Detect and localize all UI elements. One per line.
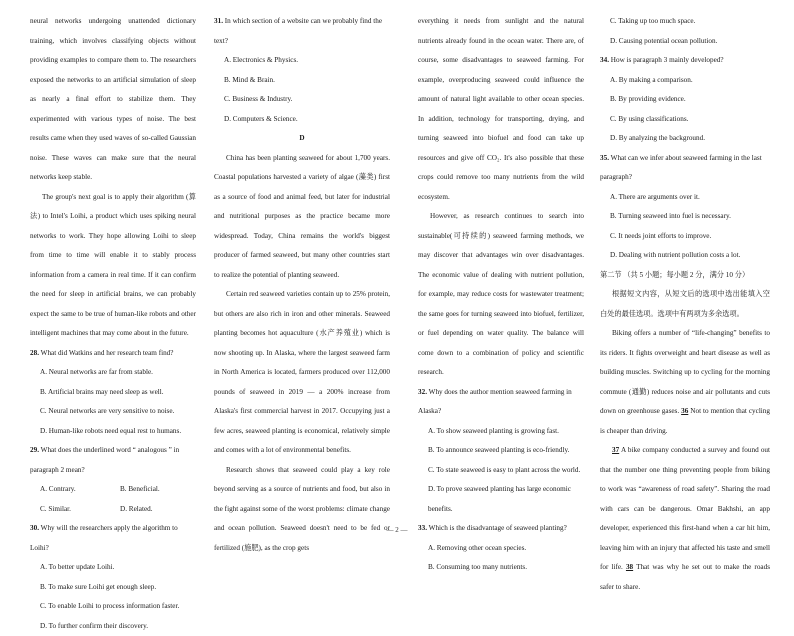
question-33-text: Which is the disadvantage of seaweed planting? — [429, 524, 567, 532]
question-31-text: In which section of a website can we probably find the text? — [214, 17, 382, 45]
q35-option-a: A. There are arguments over it. — [610, 188, 770, 208]
q33-option-a: A. Removing other ocean species. — [428, 539, 584, 559]
q33-option-c: C. Taking up too much space. — [610, 12, 770, 32]
q29-options-row-2 — [40, 500, 196, 520]
q34-option-d: D. By analyzing the background. — [610, 129, 770, 149]
question-31-number: 31. — [214, 17, 223, 25]
cloze-paragraph-1-text: Biking offers a number of “life-changing” benefits to its riders. It fights overweight and heart disease as well as building muscles. Switching up to cycling for the morning commute (通勤) reduces noise and air pollutants and cuts down on greenhouse gases. — [600, 329, 770, 415]
q34-option-b: B. By providing evidence. — [610, 90, 770, 110]
q29-option-b: B. Beneficial. — [120, 485, 160, 493]
q28-option-a: A. Neural networks are far from stable. — [40, 363, 196, 383]
question-29-text: What does the underlined word “ analogous ” in paragraph 2 mean? — [30, 446, 179, 474]
q32-option-d: D. To prove seaweed planting has large economic benefits. — [428, 480, 584, 519]
question-32-text: Why does the author mention seaweed farming in Alaska? — [418, 388, 572, 416]
blank-38[interactable]: 38 — [626, 563, 633, 571]
q35-option-c: C. It needs joint efforts to improve. — [610, 227, 770, 247]
cloze-paragraph-2 — [600, 441, 770, 597]
q31-option-c: C. Business & Industry. — [224, 90, 390, 110]
question-35-number: 35. — [600, 154, 609, 162]
q29-option-c: C. Similar. — [40, 500, 120, 520]
q30-option-c: C. To enable Loihi to process information faster. — [40, 597, 196, 617]
passage-d-paragraph-1: China has been planting seaweed for about 1,700 years. Coastal populations harvested a variety of algae (藻类) first as a source of food and animal feed, but later for industrial and nutritional purposes as the practice became more widespread. Today, China remains the world's biggest producer of farmed seaweed, but many other countries start to realize the potential of planting seaweed. — [214, 149, 390, 286]
question-30-number: 30. — [30, 524, 39, 532]
passage-d-paragraph-2: Certain red seaweed varieties contain up to 25% protein, but others are also rich in iron and other minerals. Seaweed planting becomes hot aquaculture (水产养殖业) which is now shooting up. In Alaska, where the largest seaweed farm in North America is located, farmers produced over 112,000 pounds of seaweed in 2019 — a 200% increase from Alaska's first commercial harvest in 2017. Occupying just a few acres, seaweed planting is economical, relatively simple and comes with a lot of environmental benefits. — [214, 285, 390, 461]
question-31 — [214, 12, 390, 51]
q30-option-d: D. To further confirm their discovery. — [40, 617, 196, 636]
section-d-heading: D — [214, 129, 390, 149]
q33-option-b: B. Consuming too many nutrients. — [428, 558, 584, 578]
section-2-instructions: 根据短文内容，从短文后的选项中选出能填入空白处的最佳选项。选项中有两项为多余选项。 — [600, 285, 770, 324]
section-2-title: 第二节 （共 5 小题；每小题 2 分，满分 10 分） — [600, 266, 770, 286]
blank-36[interactable]: 36 — [681, 407, 688, 415]
question-34 — [600, 51, 770, 71]
q28-option-d: D. Human-like robots need equal rest to humans. — [40, 422, 196, 442]
question-34-text: How is paragraph 3 mainly developed? — [611, 56, 724, 64]
q34-option-a: A. By making a comparison. — [610, 71, 770, 91]
blank-37[interactable]: 37 — [612, 446, 619, 454]
passage-d-paragraph-4: However, as research continues to search into sustainable(可持续的) seaweed farming methods, we may discover that advantages win over disadvantages. The economic value of dealing with nutrient pollution, for example, may reduce costs for wastewater treatment; the same goes for turning seaweed into biofuel, fertilizer, or fuel depending on water quality. The balance will come down to a combination of policy and scientific research. — [418, 207, 584, 383]
passage-d-paragraph-3: Research shows that seaweed could play a key role beyond serving as a source of nutrients and food, but also in the fight against some of the worst problems: climate change and ocean pollution. Seaweed doesn't need to be fed or fertilized (施肥), as the crop gets — [214, 461, 390, 559]
cloze-paragraph-1 — [600, 324, 770, 441]
question-30 — [30, 519, 196, 558]
page-number: — 2 — — [0, 526, 794, 534]
q28-option-b: B. Artificial brains may need sleep as well. — [40, 383, 196, 403]
column-3 — [418, 12, 584, 578]
passage-c-paragraph-1: neural networks undergoing unattended dictionary training, which involves classifying objects without providing examples to compare them to. The researchers exposed the networks to an artificial simulation of sleep as nearly a final effort to stabilize them. They experimented with various types of noise. The best results came when they used waves of so-called Gaussian noise. These waves can make sure that the neural networks keep stable. — [30, 12, 196, 188]
question-28-text: What did Watkins and her research team find? — [41, 349, 174, 357]
column-2 — [214, 12, 390, 558]
passage-c-paragraph-2: The group's next goal is to apply their algorithm (算法) to Intel's Loihi, a product which uses spiking neural networks to work. They hope allowing Loihi to sleep from time to time will enable it to stably process information from a camera in real time. If it can confirm the need for sleep in artificial brains, we can probably expect the same to be true of human-like robots and other intelligent machines that may come about in the future. — [30, 188, 196, 344]
q29-options-row-1 — [40, 480, 196, 500]
question-34-number: 34. — [600, 56, 609, 64]
q29-option-a: A. Contrary. — [40, 480, 120, 500]
question-35-text: What can we infer about seaweed farming in the last paragraph? — [600, 154, 762, 182]
q31-option-d: D. Computers & Science. — [224, 110, 390, 130]
column-4 — [600, 12, 770, 597]
q35-option-b: B. Turning seaweed into fuel is necessary. — [610, 207, 770, 227]
question-32 — [418, 383, 584, 422]
q29-option-d: D. Related. — [120, 505, 153, 513]
q33-option-d: D. Causing potential ocean pollution. — [610, 32, 770, 52]
passage-d-paragraph-3-continued: everything it needs from sunlight and the natural nutrients already found in the ocean water. There are, of course, some disadvantages to seaweed farming. For example, overproducing seaweed could influence the amount of natural light available to other ocean species. In addition, technology for transporting, drying, and turning seaweed into biofuel and food can take up resources and give off CO₂. It's also possible that these crops could remove too many nutrients from the wild ecosystem. — [418, 12, 584, 207]
q32-option-a: A. To show seaweed planting is growing fast. — [428, 422, 584, 442]
question-29 — [30, 441, 196, 480]
question-35 — [600, 149, 770, 188]
q30-option-b: B. To make sure Loihi get enough sleep. — [40, 578, 196, 598]
cloze-paragraph-2-text: A bike company conducted a survey and found out that the number one thing preventing people from biking to work was “awareness of road safety”. Sharing the road with cars can be dangerous. Omar Bakhshi, an app developer, experienced this first-hand when a car hit him, leaving him with an injury that affected his taste and smell for life. — [600, 446, 770, 571]
cloze-paragraph-2-end: That was why he set out to make the roads safer to share. — [600, 563, 770, 591]
q31-option-b: B. Mind & Brain. — [224, 71, 390, 91]
q32-option-b: B. To announce seaweed planting is eco-friendly. — [428, 441, 584, 461]
q35-option-d: D. Dealing with nutrient pollution costs a lot. — [610, 246, 770, 266]
question-29-number: 29. — [30, 446, 39, 454]
q28-option-c: C. Neural networks are very sensitive to noise. — [40, 402, 196, 422]
q32-option-c: C. To state seaweed is easy to plant across the world. — [428, 461, 584, 481]
cloze-paragraph-1-end: Not to mention that cycling is cheaper than driving. — [600, 407, 770, 435]
question-28-number: 28. — [30, 349, 39, 357]
question-32-number: 32. — [418, 388, 427, 396]
column-1 — [30, 12, 196, 636]
q34-option-c: C. By using classifications. — [610, 110, 770, 130]
q30-option-a: A. To better update Loihi. — [40, 558, 196, 578]
question-33-number: 33. — [418, 524, 427, 532]
question-28 — [30, 344, 196, 364]
question-30-text: Why will the researchers apply the algorithm to Loihi? — [30, 524, 178, 552]
q31-option-a: A. Electronics & Physics. — [224, 51, 390, 71]
